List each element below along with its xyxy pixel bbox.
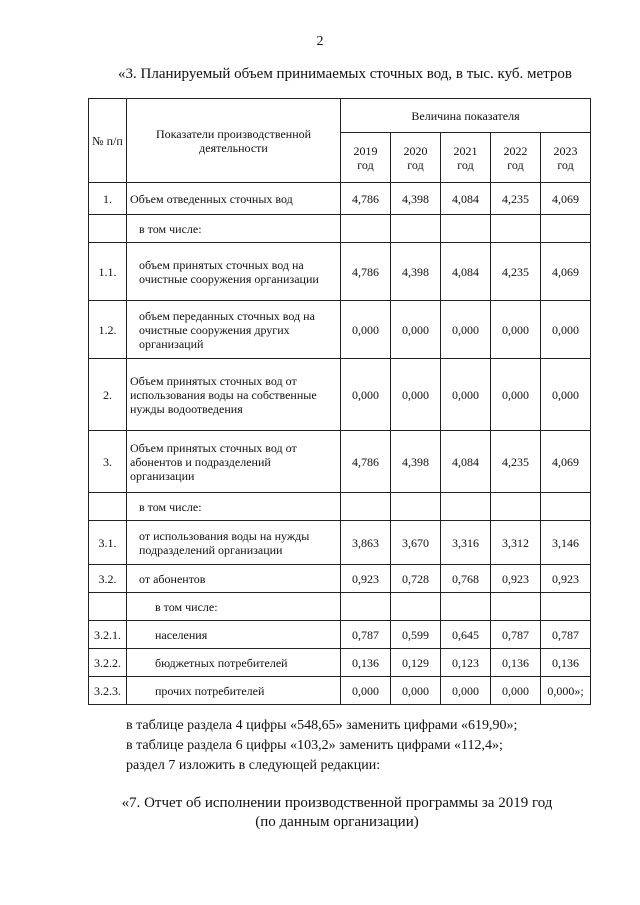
row-value: [541, 215, 591, 243]
row-num: 3.2.1.: [89, 621, 127, 649]
row-value: 0,728: [391, 565, 441, 593]
row-value: 0,768: [441, 565, 491, 593]
row-value: 4,069: [541, 183, 591, 215]
row-label: в том числе:: [127, 215, 341, 243]
header-num: № п/п: [89, 99, 127, 183]
row-value: 4,235: [491, 243, 541, 301]
row-label: объем принятых сточных вод на очистные сооружения организации: [127, 243, 341, 301]
row-value: 0,000: [441, 359, 491, 431]
row-value: 0,787: [491, 621, 541, 649]
row-value: 3,670: [391, 521, 441, 565]
row-value: 4,786: [341, 183, 391, 215]
row-value: [341, 215, 391, 243]
row-value: 0,000: [541, 301, 591, 359]
wastewater-plan-table: [88, 98, 591, 705]
table-row: [89, 301, 591, 359]
row-label: Объем принятых сточных вод от использования воды на собственные нужды водоотведения: [127, 359, 341, 431]
row-value: 0,000: [491, 677, 541, 705]
row-value: [441, 593, 491, 621]
row-value: 0,787: [341, 621, 391, 649]
row-value: 0,136: [541, 649, 591, 677]
row-value: 3,312: [491, 521, 541, 565]
subsection-heading: [0, 794, 640, 832]
row-value: [491, 215, 541, 243]
row-value: [491, 593, 541, 621]
table-row: [89, 649, 591, 677]
row-num: 1.1.: [89, 243, 127, 301]
row-value: 0,129: [391, 649, 441, 677]
section-heading: «3. Планируемый объем принимаемых сточных вод, в тыс. куб. метров: [118, 66, 572, 82]
row-value: 0,000: [491, 359, 541, 431]
table-row: [89, 493, 591, 521]
header-year: 2021 год: [441, 133, 491, 183]
row-value: 4,786: [341, 431, 391, 493]
row-value: 0,000: [391, 301, 441, 359]
row-value: [341, 493, 391, 521]
row-value: [391, 493, 441, 521]
row-num: 3.2.2.: [89, 649, 127, 677]
row-num: [89, 215, 127, 243]
row-value: [491, 493, 541, 521]
row-value: [441, 493, 491, 521]
row-label: от абонентов: [127, 565, 341, 593]
row-label: объем переданных сточных вод на очистные сооружения других организаций: [127, 301, 341, 359]
header-year: 2022 год: [491, 133, 541, 183]
row-num: 3.2.3.: [89, 677, 127, 705]
row-value: 0,000: [441, 677, 491, 705]
subsection-subtitle: (по данным организации): [255, 814, 419, 830]
amendment-line: в таблице раздела 4 цифры «548,65» заменить цифрами «619,90»;: [126, 718, 518, 733]
row-label: Объем принятых сточных вод от абонентов и подразделений организации: [127, 431, 341, 493]
row-label: бюджетных потребителей: [127, 649, 341, 677]
row-value: [441, 215, 491, 243]
table-row: [89, 677, 591, 705]
table-row: [89, 359, 591, 431]
row-value: 0,000: [341, 359, 391, 431]
table-row: [89, 521, 591, 565]
row-value: 4,786: [341, 243, 391, 301]
header-group: Величина показателя: [341, 99, 591, 133]
row-value: 0,923: [341, 565, 391, 593]
table-row: [89, 621, 591, 649]
row-num: [89, 493, 127, 521]
row-value: 0,787: [541, 621, 591, 649]
table-row: [89, 431, 591, 493]
row-value: 4,084: [441, 243, 491, 301]
header-indicator: Показатели производственной деятельности: [127, 99, 341, 183]
row-value: [541, 493, 591, 521]
row-value: 0,000: [441, 301, 491, 359]
row-value: 0,000: [541, 359, 591, 431]
table-row: [89, 183, 591, 215]
table-row: [89, 593, 591, 621]
row-value: [541, 593, 591, 621]
row-value: [391, 593, 441, 621]
row-value: [341, 593, 391, 621]
table-row: [89, 565, 591, 593]
row-value: 4,398: [391, 431, 441, 493]
row-num: 2.: [89, 359, 127, 431]
table-row: [89, 243, 591, 301]
row-value: 3,316: [441, 521, 491, 565]
row-value: 0,000: [391, 677, 441, 705]
subsection-title: «7. Отчет об исполнении производственной программы за 2019 год: [121, 795, 553, 811]
row-value: 4,084: [441, 431, 491, 493]
header-year: 2020 год: [391, 133, 441, 183]
row-value: 0,000: [391, 359, 441, 431]
row-value: 4,235: [491, 183, 541, 215]
row-value: [391, 215, 441, 243]
row-value: 0,599: [391, 621, 441, 649]
row-value: 0,923: [491, 565, 541, 593]
table-row: [89, 215, 591, 243]
row-num: 3.: [89, 431, 127, 493]
row-value: 4,069: [541, 243, 591, 301]
row-num: 1.2.: [89, 301, 127, 359]
row-value: 0,136: [341, 649, 391, 677]
row-value: 0,136: [491, 649, 541, 677]
row-value: 0,923: [541, 565, 591, 593]
row-value: 0,645: [441, 621, 491, 649]
row-label: прочих потребителей: [127, 677, 341, 705]
row-value: 4,235: [491, 431, 541, 493]
header-year: 2019 год: [341, 133, 391, 183]
row-value: 4,398: [391, 183, 441, 215]
row-num: 1.: [89, 183, 127, 215]
row-value: 4,084: [441, 183, 491, 215]
row-label: населения: [127, 621, 341, 649]
page-number: 2: [316, 34, 324, 49]
amendment-line: в таблице раздела 6 цифры «103,2» заменить цифрами «112,4»;: [126, 738, 503, 753]
row-label: от использования воды на нужды подразделений организации: [127, 521, 341, 565]
row-value: 0,000»;: [541, 677, 591, 705]
header-year: 2023 год: [541, 133, 591, 183]
row-num: 3.1.: [89, 521, 127, 565]
amendments-block: [126, 716, 517, 776]
row-num: [89, 593, 127, 621]
row-label: Объем отведенных сточных вод: [127, 183, 341, 215]
row-num: 3.2.: [89, 565, 127, 593]
row-value: 4,069: [541, 431, 591, 493]
row-value: 0,123: [441, 649, 491, 677]
row-value: 3,863: [341, 521, 391, 565]
row-value: 0,000: [491, 301, 541, 359]
row-value: 4,398: [391, 243, 441, 301]
row-value: 0,000: [341, 301, 391, 359]
row-value: 0,000: [341, 677, 391, 705]
row-value: 3,146: [541, 521, 591, 565]
row-label: в том числе:: [127, 493, 341, 521]
row-label: в том числе:: [127, 593, 341, 621]
amendment-line: раздел 7 изложить в следующей редакции:: [126, 758, 381, 773]
